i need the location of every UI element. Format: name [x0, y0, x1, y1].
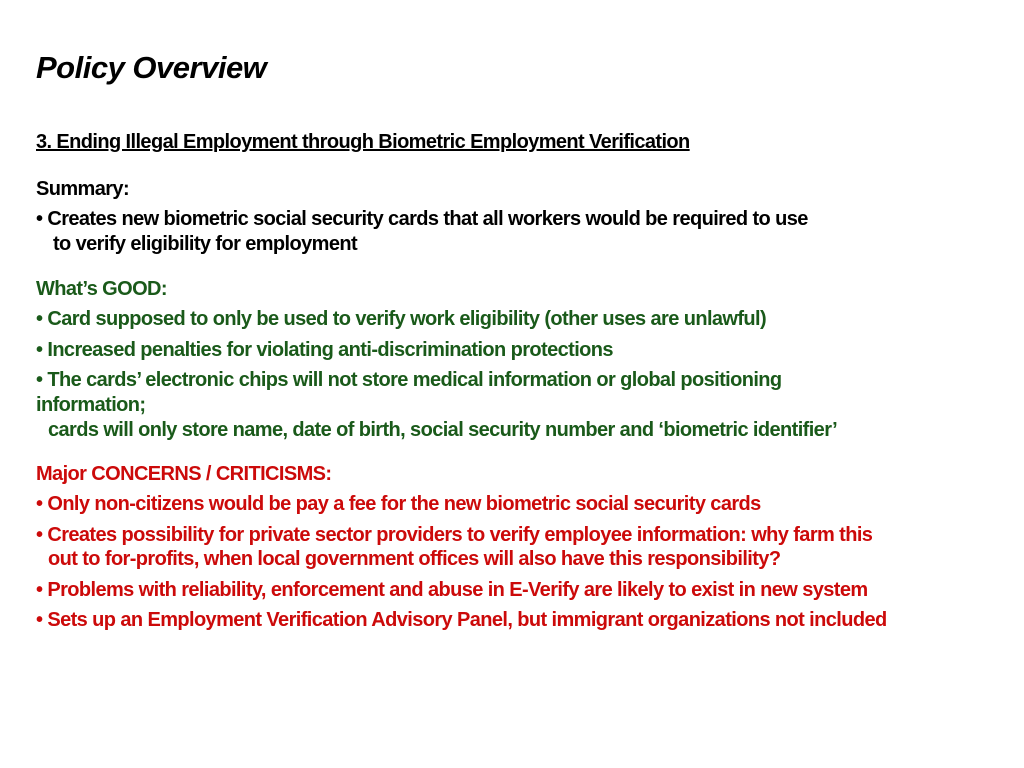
summary-label: Summary: — [36, 178, 130, 200]
concerns-item-4: • Sets up an Employment Verification Advisory Panel, but immigrant organizations not included — [36, 609, 887, 631]
good-item-1: • Card supposed to only be used to verify work eligibility (other uses are unlawful) — [36, 308, 767, 330]
concerns-label: Major CONCERNS / CRITICISMS: — [36, 463, 332, 485]
good-item-3-line1: • The cards’ electronic chips will not store medical information or global positioning — [36, 369, 782, 391]
summary-bullet-line1: • Creates new biometric social security cards that all workers would be required to use — [36, 208, 808, 230]
concerns-item-2-line2: out to for-profits, when local government offices will also have this responsibility? — [48, 548, 781, 570]
summary-bullet-line2: to verify eligibility for employment — [53, 233, 358, 255]
good-label: What’s GOOD: — [36, 278, 167, 300]
concerns-item-2-line1: • Creates possibility for private sector providers to verify employee information: why farm this — [36, 524, 873, 546]
concerns-item-3: • Problems with reliability, enforcement and abuse in E-Verify are likely to exist in new system — [36, 579, 868, 601]
section-heading: 3. Ending Illegal Employment through Biometric Employment Verification — [36, 131, 690, 153]
good-item-2: • Increased penalties for violating anti-discrimination protections — [36, 339, 613, 361]
good-item-3-line3: cards will only store name, date of birth, social security number and ‘biometric identifier’ — [48, 419, 838, 441]
good-item-3-line2: information; — [36, 394, 146, 416]
slide-title: Policy Overview — [36, 50, 267, 85]
concerns-item-1: • Only non-citizens would be pay a fee for the new biometric social security cards — [36, 493, 761, 515]
